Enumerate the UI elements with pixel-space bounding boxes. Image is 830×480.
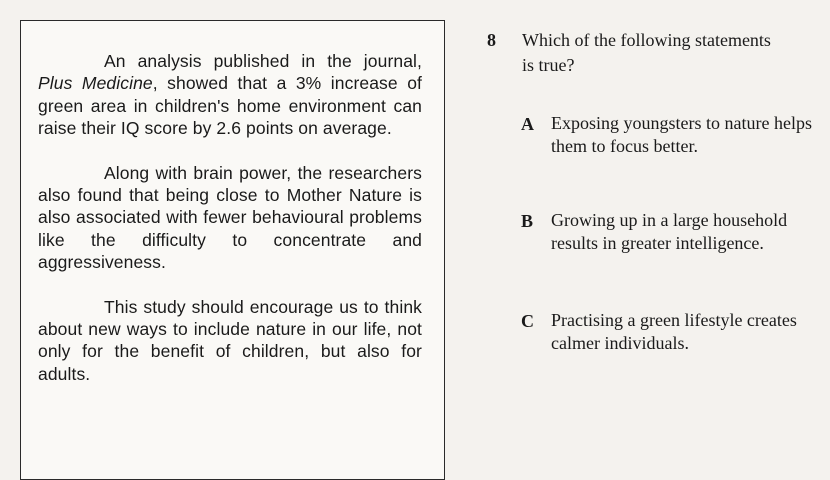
option-letter: C xyxy=(521,311,534,331)
option-letter: A xyxy=(521,114,534,134)
journal-name: Plus Medicine xyxy=(38,73,153,94)
passage-paragraph-2: Along with brain power, the researchers also found that being close to Mother Nature is also associated with fewer behavioural problems like the difficulty to concentrate and aggressiveness. xyxy=(38,162,422,273)
p1-text-end: , showed that a 3% increase of green area in children's home environment can raise their IQ score by 2.6 points on average. xyxy=(38,73,422,139)
option-text: Practising a green lifestyle creates calmer individuals. xyxy=(551,310,797,353)
p1-text-start: An analysis published in the journal, xyxy=(104,51,422,71)
option-text: Exposing youngsters to nature helps them to focus better. xyxy=(551,113,812,156)
passage-text xyxy=(38,50,422,385)
question-number: 8 xyxy=(487,30,496,50)
option-letter: B xyxy=(521,211,534,231)
option-text: Growing up in a large household results in greater intelligence. xyxy=(551,210,788,253)
passage-paragraph-1 xyxy=(38,50,422,140)
question-stem: Which of the following statements is true? xyxy=(522,30,771,75)
passage-paragraph-3: This study should encourage us to think about new ways to include nature in our life, not only for the benefit of children, but also for adults. xyxy=(38,296,422,384)
